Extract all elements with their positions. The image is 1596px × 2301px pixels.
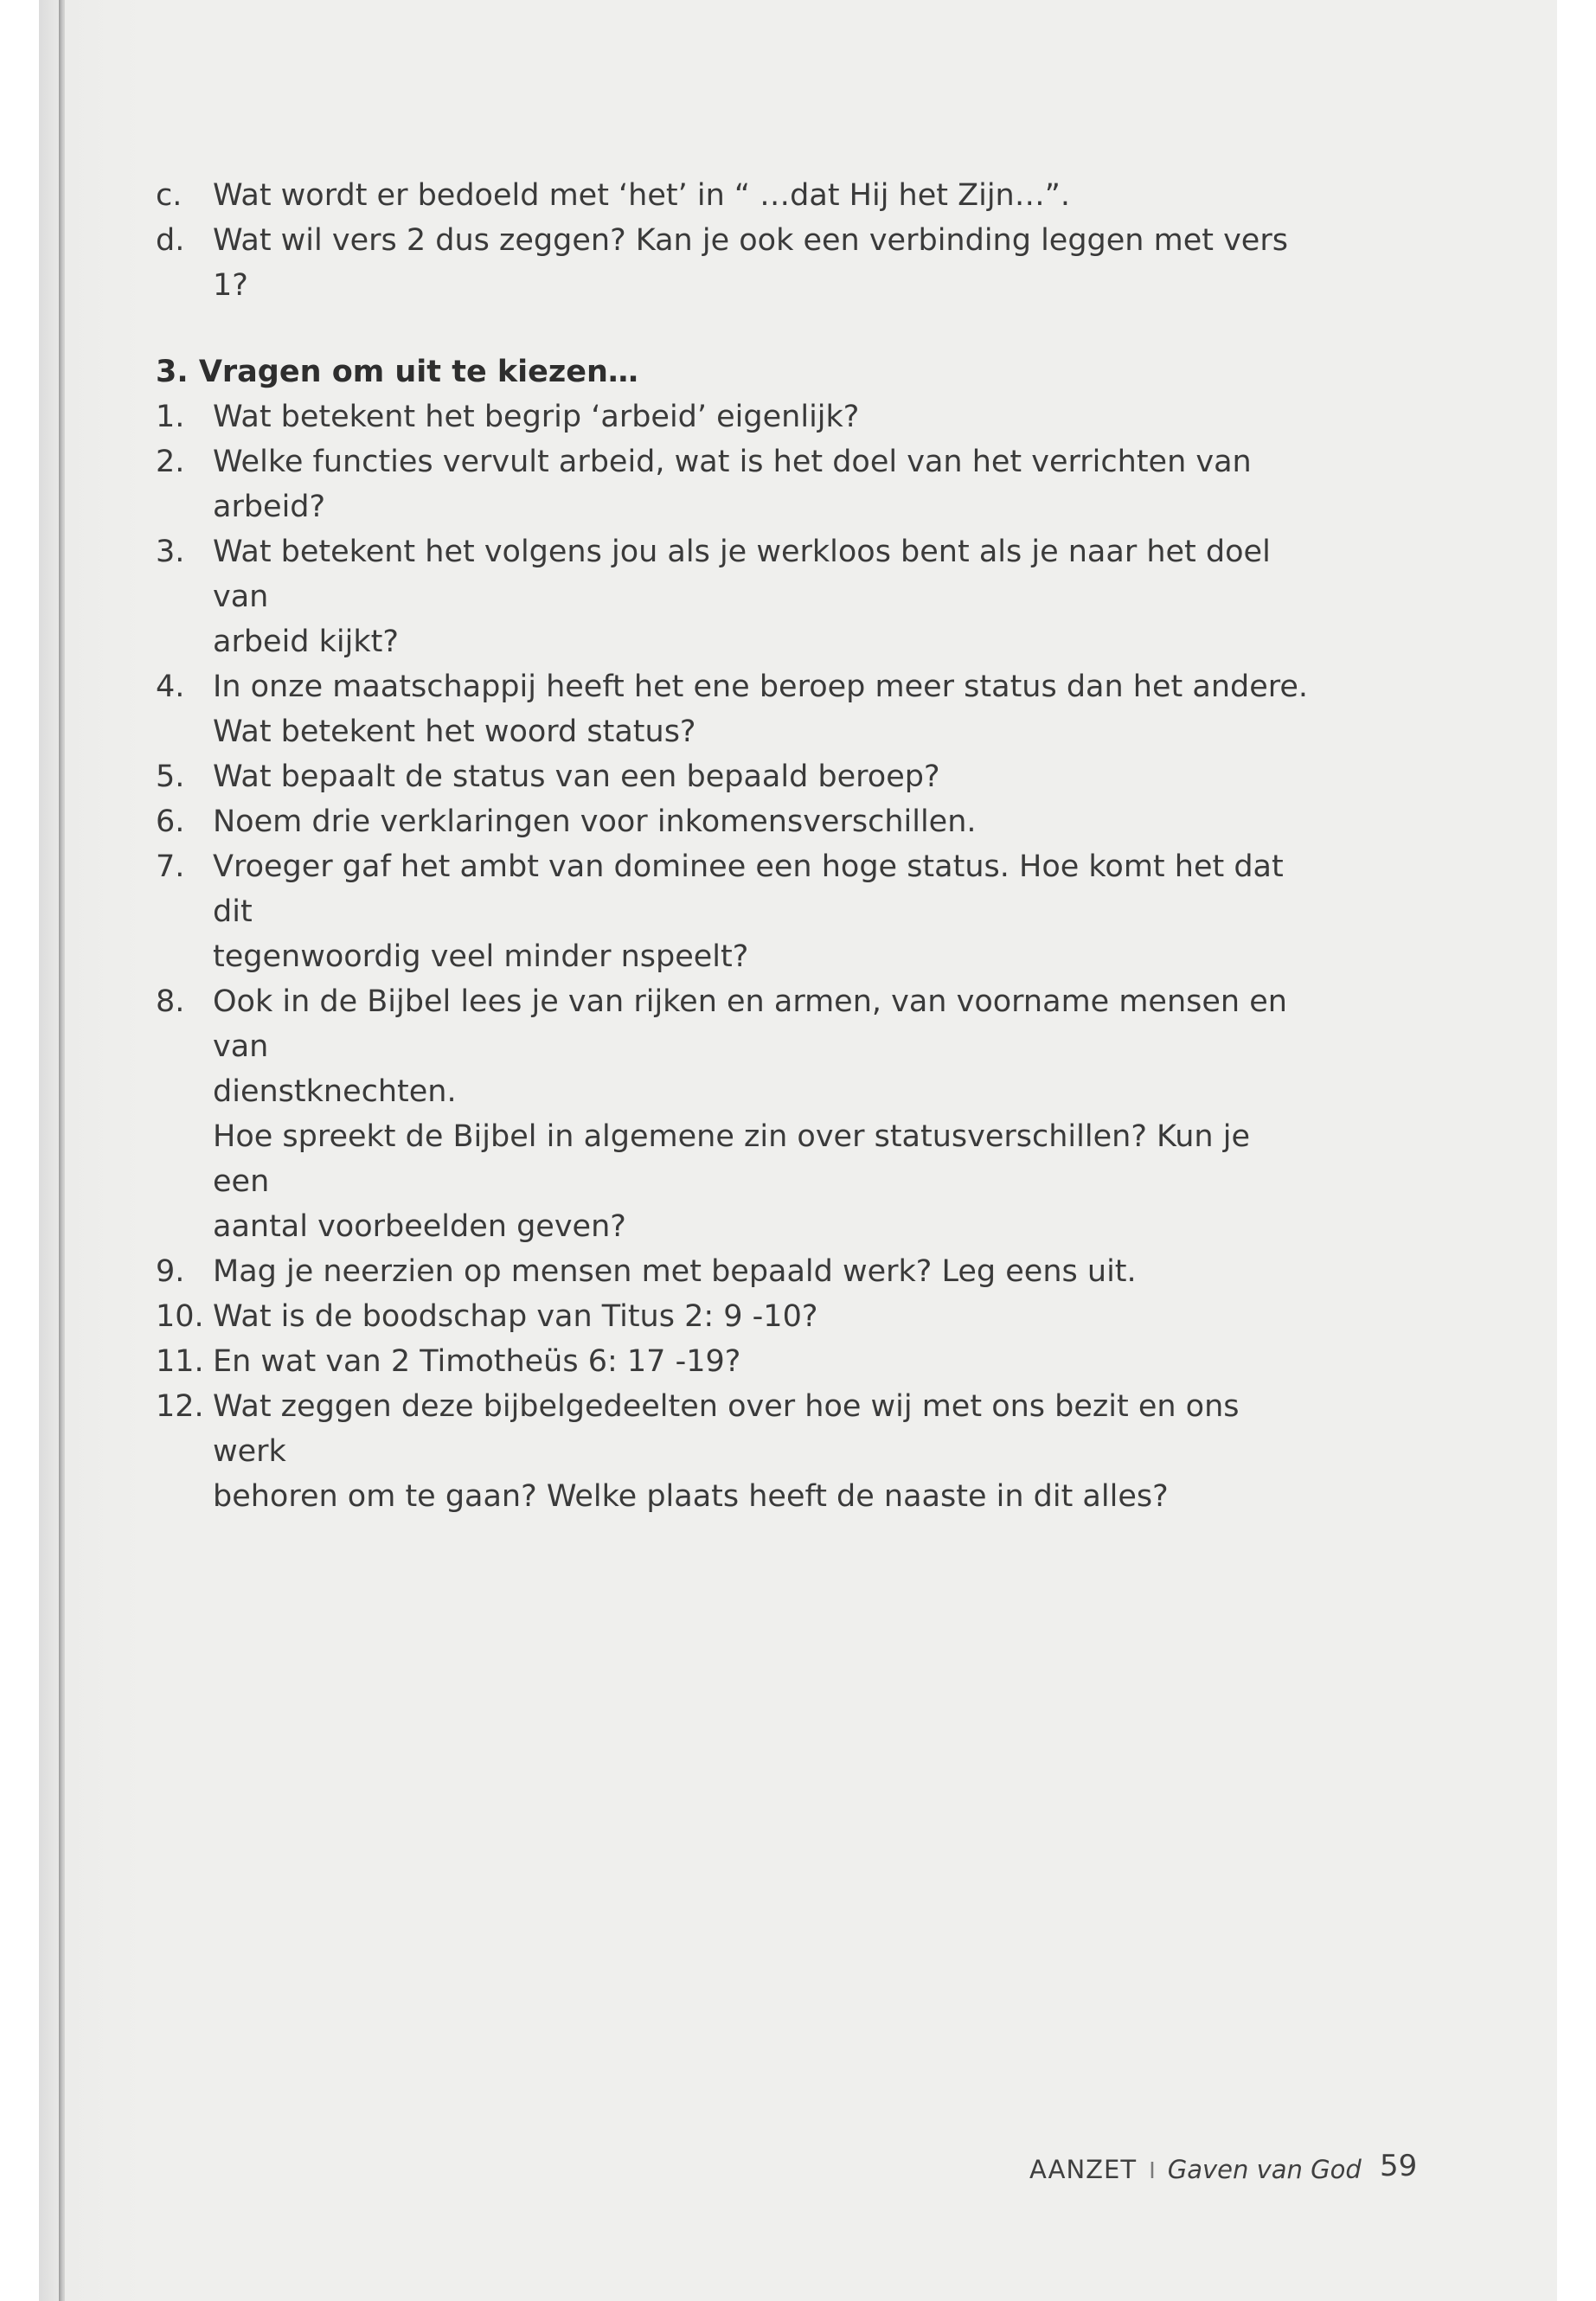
question-number: 4. — [156, 670, 185, 704]
question-line: Wat zeggen deze bijbelgedeelten over hoe wij met ons bezit en ons werk — [213, 1389, 1240, 1469]
question-line: Wat bepaalt de status van een bepaald beroep? — [213, 760, 940, 794]
sub-item-text: Wat wordt er bedoeld met ‘het’ in “ …dat Hij het Zijn…”. — [213, 178, 1070, 213]
question-line: arbeid kijkt? — [213, 625, 399, 659]
question-number: 7. — [156, 849, 185, 884]
footer-book-title: Gaven van God — [1167, 2155, 1362, 2184]
question-line: dienstknechten. — [213, 1074, 457, 1109]
question-line: Wat betekent het begrip ‘arbeid’ eigenlijk? — [213, 400, 860, 434]
question-line: Wat is de boodschap van Titus 2: 9 -10? — [213, 1299, 818, 1334]
question-line: Ook in de Bijbel lees je van rijken en armen, van voorname mensen en van — [213, 984, 1287, 1064]
sub-item — [156, 173, 1315, 218]
question-number: 12. — [156, 1389, 204, 1424]
section-heading: 3. Vragen om uit te kiezen… — [156, 355, 638, 389]
question-number: 1. — [156, 400, 185, 434]
question-line: Noem drie verklaringen voor inkomensverschillen. — [213, 804, 977, 839]
question-number: 2. — [156, 445, 185, 479]
question-number: 11. — [156, 1344, 204, 1379]
question-number: 10. — [156, 1299, 204, 1334]
page-right-margin — [1557, 0, 1596, 2301]
sub-item-text: Wat wil vers 2 dus zeggen? Kan je ook een verbinding leggen met vers 1? — [213, 223, 1288, 303]
question-item — [156, 979, 1315, 1249]
question-item — [156, 844, 1315, 979]
sub-item — [156, 218, 1315, 308]
question-item — [156, 754, 1315, 799]
footer-separator: I — [1149, 2158, 1156, 2184]
question-line: aantal voorbeelden geven? — [213, 1209, 626, 1244]
question-item — [156, 439, 1315, 529]
sub-item-marker: c. — [156, 178, 183, 213]
question-line: In onze maatschappij heeft het ene beroep meer status dan het andere. — [213, 670, 1309, 704]
sub-item-marker: d. — [156, 223, 185, 258]
question-line: Hoe spreekt de Bijbel in algemene zin over statusverschillen? Kun je een — [213, 1119, 1250, 1199]
question-line: Mag je neerzien op mensen met bepaald werk? Leg eens uit. — [213, 1254, 1137, 1289]
question-item — [156, 529, 1315, 664]
question-item — [156, 1384, 1315, 1519]
question-number: 5. — [156, 760, 185, 794]
question-line: behoren om te gaan? Welke plaats heeft de naaste in dit alles? — [213, 1479, 1169, 1514]
page-footer — [1029, 2149, 1419, 2189]
question-line: En wat van 2 Timotheüs 6: 17 -19? — [213, 1344, 741, 1379]
question-number: 6. — [156, 804, 185, 839]
page-spine-edge — [59, 0, 65, 2301]
page-content — [156, 173, 1315, 1519]
question-line: tegenwoordig veel minder nspeelt? — [213, 939, 749, 974]
question-line: Wat betekent het volgens jou als je werkloos bent als je naar het doel van — [213, 535, 1271, 614]
question-item — [156, 394, 1315, 439]
question-item — [156, 1249, 1315, 1294]
question-line: Vroeger gaf het ambt van dominee een hoge status. Hoe komt het dat dit — [213, 849, 1284, 929]
question-item — [156, 1294, 1315, 1339]
footer-series-name: AANZET — [1029, 2155, 1138, 2184]
question-line: Welke functies vervult arbeid, wat is het doel van het verrichten van arbeid? — [213, 445, 1252, 524]
page-number: 59 — [1380, 2149, 1418, 2183]
question-number: 9. — [156, 1254, 185, 1289]
question-item — [156, 664, 1315, 754]
question-item — [156, 1339, 1315, 1384]
question-number: 8. — [156, 984, 185, 1019]
question-number: 3. — [156, 535, 185, 569]
question-item — [156, 799, 1315, 844]
question-line: Wat betekent het woord status? — [213, 715, 696, 749]
